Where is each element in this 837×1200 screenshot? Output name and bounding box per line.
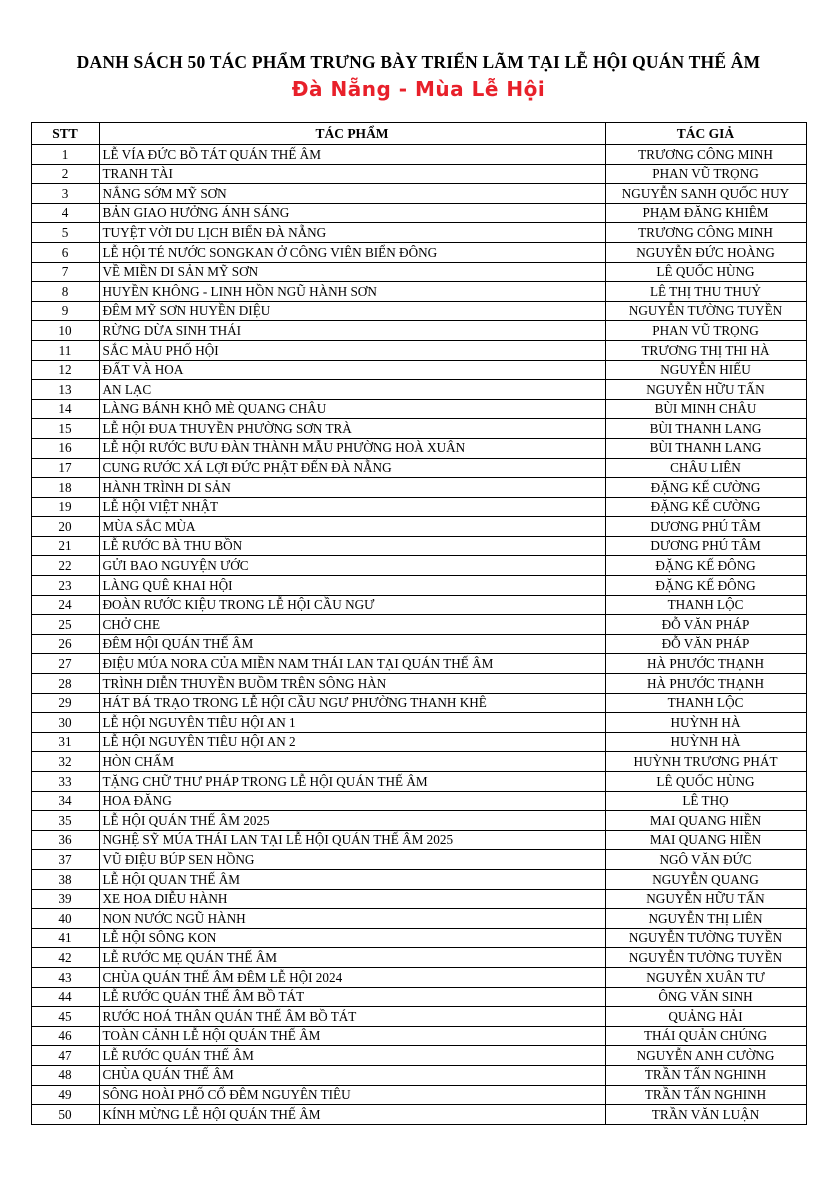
cell-author: TRẦN VĂN LUẬN <box>605 1105 806 1125</box>
cell-author: ĐỖ VĂN PHÁP <box>605 615 806 635</box>
cell-stt: 31 <box>31 732 99 752</box>
page-title: DANH SÁCH 50 TÁC PHẨM TRƯNG BÀY TRIỂN LÃM TẠI LỄ HỘI QUÁN THẾ ÂM <box>76 52 761 72</box>
cell-work: CUNG RƯỚC XÁ LỢI ĐỨC PHẬT ĐẾN ĐÀ NẴNG <box>99 458 605 478</box>
page-subtitle: Đà Nẵng - Mùa Lễ Hội <box>291 77 546 101</box>
cell-stt: 27 <box>31 654 99 674</box>
cell-work: ĐOÀN RƯỚC KIỆU TRONG LỄ HỘI CẦU NGƯ <box>99 595 605 615</box>
cell-author: NGUYỄN QUANG <box>605 869 806 889</box>
cell-stt: 38 <box>31 869 99 889</box>
column-header-author: TÁC GIẢ <box>605 123 806 145</box>
cell-author: HUỲNH HÀ <box>605 732 806 752</box>
cell-author: BÙI MINH CHÂU <box>605 399 806 419</box>
cell-author: LÊ QUỐC HÙNG <box>605 262 806 282</box>
cell-stt: 19 <box>31 497 99 517</box>
cell-author: THANH LỘC <box>605 693 806 713</box>
cell-stt: 5 <box>31 223 99 243</box>
cell-stt: 40 <box>31 909 99 929</box>
cell-stt: 44 <box>31 987 99 1007</box>
cell-work: CHÙA QUÁN THẾ ÂM ĐÊM LỄ HỘI 2024 <box>99 967 605 987</box>
cell-stt: 20 <box>31 517 99 537</box>
cell-author: PHAN VŨ TRỌNG <box>605 321 806 341</box>
cell-stt: 7 <box>31 262 99 282</box>
cell-author: NGUYỄN TƯỜNG TUYỀN <box>605 301 806 321</box>
cell-work: BẢN GIAO HƯỞNG ÁNH SÁNG <box>99 203 605 223</box>
cell-work: LỄ HỘI QUAN THẾ ÂM <box>99 869 605 889</box>
cell-stt: 12 <box>31 360 99 380</box>
cell-stt: 37 <box>31 850 99 870</box>
cell-work: LÀNG QUÊ KHAI HỘI <box>99 576 605 596</box>
table-row <box>31 869 806 889</box>
table-row <box>31 164 806 184</box>
cell-stt: 29 <box>31 693 99 713</box>
cell-stt: 43 <box>31 967 99 987</box>
cell-author: NGUYỄN HỮU TẤN <box>605 889 806 909</box>
cell-work: HUYỀN KHÔNG - LINH HỒN NGŨ HÀNH SƠN <box>99 282 605 302</box>
cell-author: LÊ THỊ THU THUỶ <box>605 282 806 302</box>
cell-stt: 49 <box>31 1085 99 1105</box>
cell-work: ĐÊM MỸ SƠN HUYỀN DIỆU <box>99 301 605 321</box>
cell-stt: 15 <box>31 419 99 439</box>
cell-author: TRẦN TẤN NGHINH <box>605 1085 806 1105</box>
cell-work: LỄ RƯỚC QUÁN THẾ ÂM <box>99 1046 605 1066</box>
cell-author: ĐẶNG KẾ ĐÔNG <box>605 576 806 596</box>
table-row <box>31 772 806 792</box>
table-row <box>31 282 806 302</box>
cell-work: HÒN CHẤM <box>99 752 605 772</box>
cell-author: THANH LỘC <box>605 595 806 615</box>
table-row <box>31 536 806 556</box>
table-row <box>31 1085 806 1105</box>
cell-author: PHAN VŨ TRỌNG <box>605 164 806 184</box>
cell-author: TRƯƠNG CÔNG MINH <box>605 145 806 165</box>
table-row <box>31 360 806 380</box>
cell-work: NON NƯỚC NGŨ HÀNH <box>99 909 605 929</box>
cell-stt: 10 <box>31 321 99 341</box>
cell-author: TRẦN TẤN NGHINH <box>605 1065 806 1085</box>
cell-work: XE HOA DIỄU HÀNH <box>99 889 605 909</box>
table-row <box>31 1105 806 1125</box>
cell-stt: 3 <box>31 184 99 204</box>
cell-stt: 33 <box>31 772 99 792</box>
cell-work: TRÌNH DIỄN THUYỀN BUỒM TRÊN SÔNG HÀN <box>99 674 605 694</box>
cell-work: NẮNG SỚM MỸ SƠN <box>99 184 605 204</box>
cell-author: ĐẶNG KẾ ĐÔNG <box>605 556 806 576</box>
cell-stt: 1 <box>31 145 99 165</box>
cell-author: THÁI QUẢN CHÚNG <box>605 1026 806 1046</box>
table-row <box>31 830 806 850</box>
cell-author: ĐỖ VĂN PHÁP <box>605 634 806 654</box>
cell-author: NGUYỄN ĐỨC HOÀNG <box>605 242 806 262</box>
cell-stt: 4 <box>31 203 99 223</box>
cell-author: ĐẶNG KẾ CƯỜNG <box>605 497 806 517</box>
cell-author: TRƯƠNG CÔNG MINH <box>605 223 806 243</box>
table-row <box>31 752 806 772</box>
cell-stt: 23 <box>31 576 99 596</box>
cell-stt: 30 <box>31 713 99 733</box>
table-header-row <box>31 123 806 145</box>
cell-author: BÙI THANH LANG <box>605 419 806 439</box>
table-row <box>31 145 806 165</box>
table-row <box>31 889 806 909</box>
table-row <box>31 713 806 733</box>
table-row <box>31 1026 806 1046</box>
cell-stt: 39 <box>31 889 99 909</box>
cell-author: ÔNG VĂN SINH <box>605 987 806 1007</box>
cell-stt: 26 <box>31 634 99 654</box>
cell-work: LỄ HỘI NGUYÊN TIÊU HỘI AN 1 <box>99 713 605 733</box>
table-row <box>31 693 806 713</box>
cell-stt: 9 <box>31 301 99 321</box>
cell-work: TOÀN CẢNH LỄ HỘI QUÁN THẾ ÂM <box>99 1026 605 1046</box>
cell-work: RỪNG DỪA SINH THÁI <box>99 321 605 341</box>
cell-author: DƯƠNG PHÚ TÂM <box>605 517 806 537</box>
cell-stt: 2 <box>31 164 99 184</box>
table-row <box>31 595 806 615</box>
table-row <box>31 478 806 498</box>
cell-work: ĐÊM HỘI QUÁN THẾ ÂM <box>99 634 605 654</box>
cell-stt: 8 <box>31 282 99 302</box>
cell-stt: 22 <box>31 556 99 576</box>
cell-work: ĐẤT VÀ HOA <box>99 360 605 380</box>
cell-stt: 47 <box>31 1046 99 1066</box>
table-row <box>31 909 806 929</box>
cell-author: BÙI THANH LANG <box>605 438 806 458</box>
table-row <box>31 791 806 811</box>
table-row <box>31 576 806 596</box>
table-row <box>31 340 806 360</box>
cell-work: LỄ HỘI RƯỚC BƯU ĐÀN THÀNH MẪU PHƯỜNG HOÀ XUÂN <box>99 438 605 458</box>
cell-stt: 18 <box>31 478 99 498</box>
cell-stt: 25 <box>31 615 99 635</box>
cell-stt: 42 <box>31 948 99 968</box>
table-row <box>31 634 806 654</box>
table-row <box>31 203 806 223</box>
table-row <box>31 615 806 635</box>
cell-author: HÀ PHƯỚC THẠNH <box>605 674 806 694</box>
cell-work: LỄ HỘI SÔNG KON <box>99 928 605 948</box>
cell-work: HÁT BÁ TRẠO TRONG LỄ HỘI CẦU NGƯ PHƯỜNG THANH KHÊ <box>99 693 605 713</box>
cell-stt: 13 <box>31 380 99 400</box>
cell-author: DƯƠNG PHÚ TÂM <box>605 536 806 556</box>
cell-stt: 21 <box>31 536 99 556</box>
cell-stt: 14 <box>31 399 99 419</box>
cell-stt: 35 <box>31 811 99 831</box>
table-row <box>31 380 806 400</box>
cell-author: MAI QUANG HIỀN <box>605 811 806 831</box>
cell-work: VỀ MIỀN DI SẢN MỸ SƠN <box>99 262 605 282</box>
table-row <box>31 1065 806 1085</box>
cell-author: LÊ QUỐC HÙNG <box>605 772 806 792</box>
table-row <box>31 674 806 694</box>
cell-stt: 36 <box>31 830 99 850</box>
cell-stt: 48 <box>31 1065 99 1085</box>
cell-work: LÀNG BÁNH KHÔ MÈ QUANG CHÂU <box>99 399 605 419</box>
cell-work: CHÙA QUÁN THẾ ÂM <box>99 1065 605 1085</box>
table-row <box>31 517 806 537</box>
cell-author: MAI QUANG HIỀN <box>605 830 806 850</box>
cell-author: NGUYỄN HIẾU <box>605 360 806 380</box>
table-row <box>31 321 806 341</box>
cell-work: CHỞ CHE <box>99 615 605 635</box>
cell-work: LỄ HỘI TÉ NƯỚC SONGKAN Ở CÔNG VIÊN BIỂN ĐÔNG <box>99 242 605 262</box>
cell-stt: 34 <box>31 791 99 811</box>
table-row <box>31 301 806 321</box>
cell-work: LỄ HỘI QUÁN THẾ ÂM 2025 <box>99 811 605 831</box>
table-row <box>31 732 806 752</box>
cell-stt: 24 <box>31 595 99 615</box>
cell-stt: 32 <box>31 752 99 772</box>
cell-author: TRƯƠNG THỊ THI HÀ <box>605 340 806 360</box>
cell-author: NGUYỄN THỊ LIÊN <box>605 909 806 929</box>
table-row <box>31 262 806 282</box>
cell-work: LỄ HỘI NGUYÊN TIÊU HỘI AN 2 <box>99 732 605 752</box>
cell-work: TẶNG CHỮ THƯ PHÁP TRONG LỄ HỘI QUÁN THẾ ÂM <box>99 772 605 792</box>
artwork-list-table <box>31 122 807 1125</box>
table-body <box>31 145 806 1125</box>
cell-stt: 17 <box>31 458 99 478</box>
table-row <box>31 967 806 987</box>
cell-work: ĐIỆU MÚA NORA CỦA MIỀN NAM THÁI LAN TẠI QUÁN THẾ ÂM <box>99 654 605 674</box>
cell-author: HUỲNH HÀ <box>605 713 806 733</box>
table-row <box>31 419 806 439</box>
table-row <box>31 223 806 243</box>
cell-stt: 50 <box>31 1105 99 1125</box>
cell-author: PHẠM ĐĂNG KHIÊM <box>605 203 806 223</box>
table-row <box>31 1046 806 1066</box>
cell-work: AN LẠC <box>99 380 605 400</box>
cell-work: NGHỆ SỸ MÚA THÁI LAN TẠI LỄ HỘI QUÁN THẾ ÂM 2025 <box>99 830 605 850</box>
cell-author: HUỲNH TRƯƠNG PHÁT <box>605 752 806 772</box>
cell-work: VŨ ĐIỆU BÚP SEN HỒNG <box>99 850 605 870</box>
table-row <box>31 399 806 419</box>
cell-author: QUẢNG HẢI <box>605 1007 806 1027</box>
cell-work: TRANH TÀI <box>99 164 605 184</box>
table-row <box>31 811 806 831</box>
cell-work: LỄ RƯỚC QUÁN THẾ ÂM BỒ TÁT <box>99 987 605 1007</box>
cell-work: GỬI BAO NGUYỆN ƯỚC <box>99 556 605 576</box>
table-row <box>31 184 806 204</box>
cell-author: NGUYỄN ANH CƯỜNG <box>605 1046 806 1066</box>
table-row <box>31 242 806 262</box>
table-row <box>31 438 806 458</box>
cell-author: NGUYỄN TƯỜNG TUYỀN <box>605 928 806 948</box>
cell-author: NGUYỄN TƯỜNG TUYỀN <box>605 948 806 968</box>
cell-stt: 45 <box>31 1007 99 1027</box>
column-header-work: TÁC PHẨM <box>99 123 605 145</box>
cell-stt: 11 <box>31 340 99 360</box>
cell-work: LỄ HỘI ĐUA THUYỀN PHƯỜNG SƠN TRÀ <box>99 419 605 439</box>
table-row <box>31 948 806 968</box>
cell-author: HÀ PHƯỚC THẠNH <box>605 654 806 674</box>
cell-work: HOA ĐĂNG <box>99 791 605 811</box>
cell-work: SÔNG HOÀI PHỐ CỔ ĐÊM NGUYÊN TIÊU <box>99 1085 605 1105</box>
cell-author: NGUYỄN XUÂN TƯ <box>605 967 806 987</box>
cell-author: NGUYỄN SANH QUỐC HUY <box>605 184 806 204</box>
cell-work: LỄ RƯỚC BÀ THU BỒN <box>99 536 605 556</box>
table-row <box>31 458 806 478</box>
cell-author: CHÂU LIÊN <box>605 458 806 478</box>
cell-work: LỄ HỘI VIỆT NHẬT <box>99 497 605 517</box>
table-row <box>31 850 806 870</box>
cell-work: LỄ VÍA ĐỨC BỒ TÁT QUÁN THẾ ÂM <box>99 145 605 165</box>
cell-author: LÊ THỌ <box>605 791 806 811</box>
cell-stt: 46 <box>31 1026 99 1046</box>
table-row <box>31 987 806 1007</box>
cell-work: KÍNH MỪNG LỄ HỘI QUÁN THẾ ÂM <box>99 1105 605 1125</box>
cell-work: SẮC MÀU PHỐ HỘI <box>99 340 605 360</box>
cell-author: NGÔ VĂN ĐỨC <box>605 850 806 870</box>
cell-work: TUYỆT VỜI DU LỊCH BIỂN ĐÀ NẴNG <box>99 223 605 243</box>
cell-work: LỄ RƯỚC MẸ QUÁN THẾ ÂM <box>99 948 605 968</box>
table-row <box>31 654 806 674</box>
table-row <box>31 1007 806 1027</box>
cell-author: NGUYỄN HỮU TẤN <box>605 380 806 400</box>
cell-work: MÙA SẮC MÙA <box>99 517 605 537</box>
cell-stt: 6 <box>31 242 99 262</box>
cell-author: ĐẶNG KẾ CƯỜNG <box>605 478 806 498</box>
cell-work: RƯỚC HOÁ THÂN QUÁN THẾ ÂM BỒ TÁT <box>99 1007 605 1027</box>
cell-work: HÀNH TRÌNH DI SẢN <box>99 478 605 498</box>
cell-stt: 41 <box>31 928 99 948</box>
cell-stt: 16 <box>31 438 99 458</box>
table-row <box>31 497 806 517</box>
table-row <box>31 556 806 576</box>
table-row <box>31 928 806 948</box>
cell-stt: 28 <box>31 674 99 694</box>
column-header-stt: STT <box>31 123 99 145</box>
